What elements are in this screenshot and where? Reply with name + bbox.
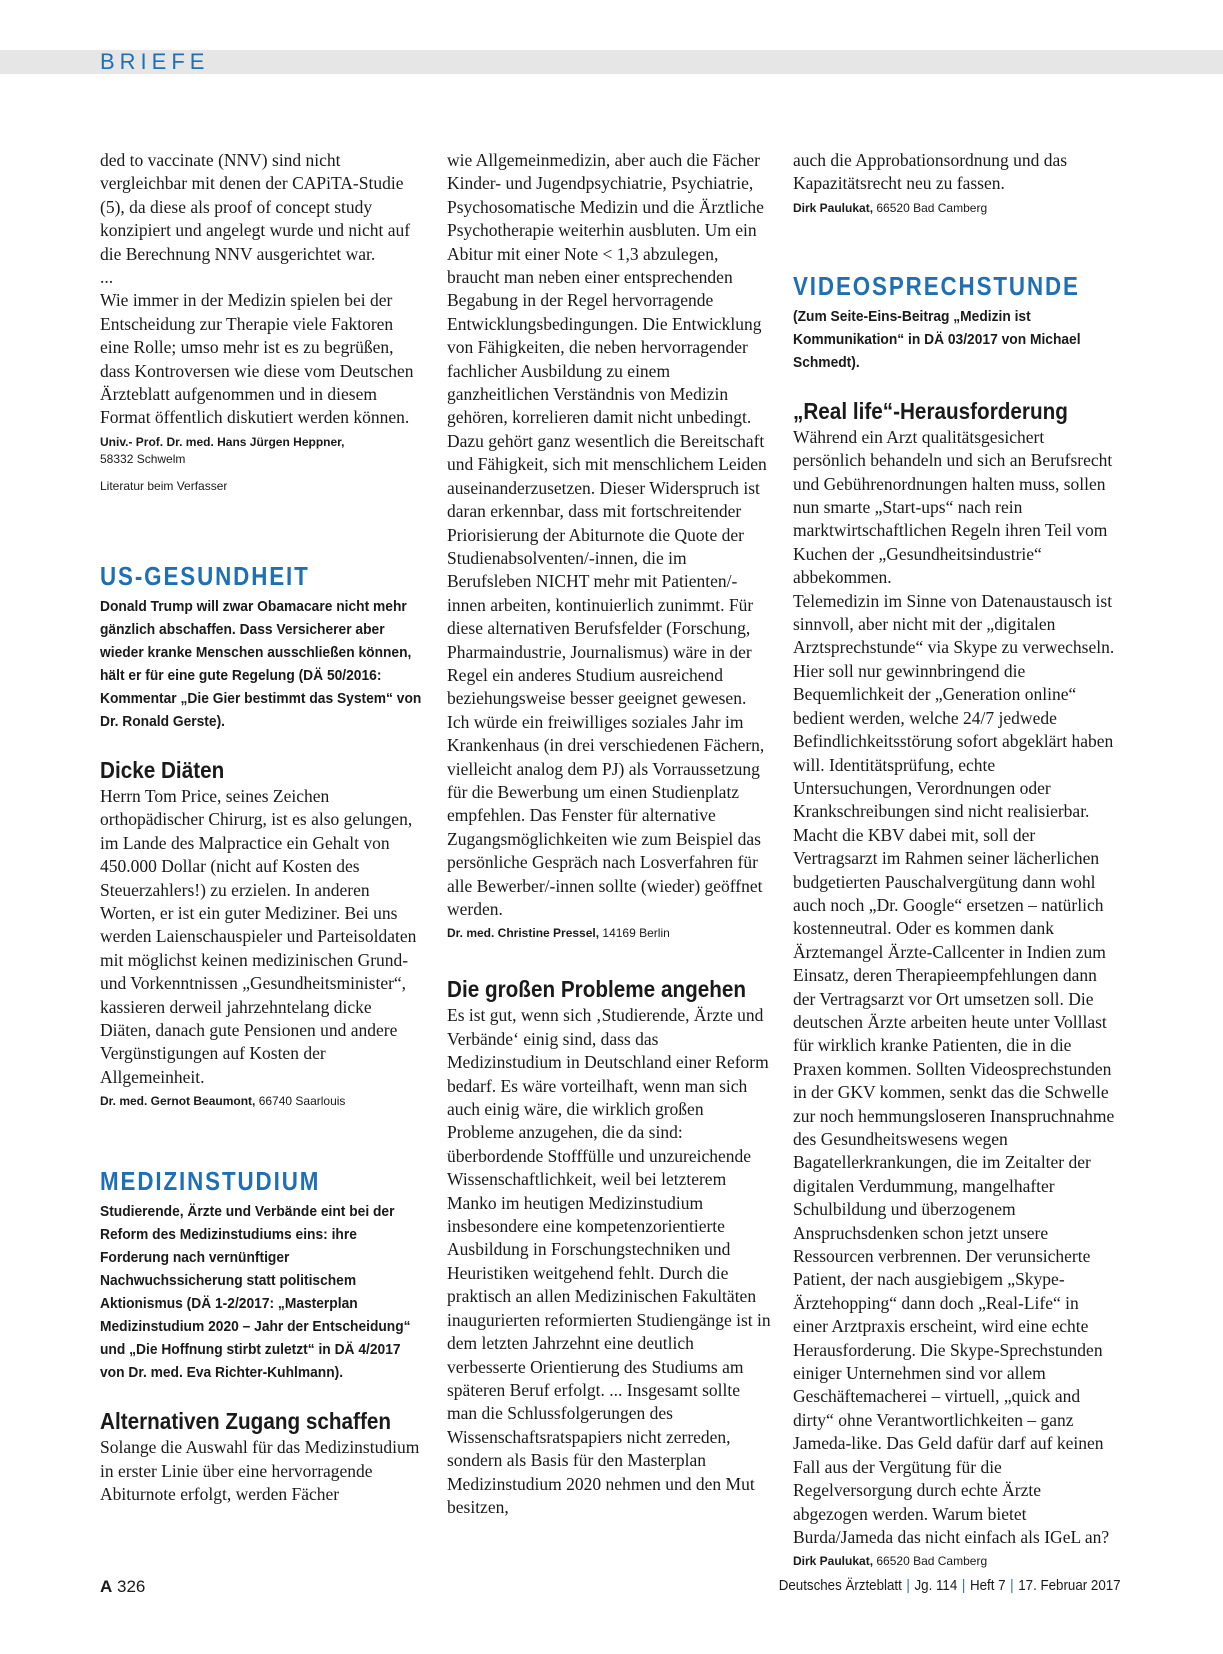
letter-paragraph: Während ein Arzt qualitätsgesichert persönlich behandeln und sich an Berufsrecht und Gebührenordnungen halten muss, sollen nun smarte „Start-ups“ nach rein marktwirtschaftlichen Regeln ihren Teil vom Kuchen der „Gesundheitsindustrie“ abbekommen. <box>793 426 1113 588</box>
column-1 <box>100 149 425 1506</box>
page-number-value: 326 <box>117 1577 146 1596</box>
letter-paragraph: Es ist gut, wenn sich ‚Studierende, Ärzte und Verbände‘ einig sind, dass das Medizinstudium in Deutschland einer Reform bedarf. Es wäre vorteilhaft, wenn man sich auch einig wäre, die wirklich großen Probleme anzugehen, die da sind: überbordende Stofffülle und unzureichende Wissenschaftlichkeit, weil bei letzterem Manko im heutigen Medizinstudium insbesondere eine kompetenzorientierte Ausbildung in Forschungstechniken und Heuristiken weitgehend fehlt. Durch die praktisch an allen Medizinischen Fakultäten inaugurierten reformierten Studiengänge ist in dem letzten Jahrzehnt eine deutlich verbesserte Orientierung des Studiums am späteren Beruf erfolgt. ... Insgesamt sollte man die Schlussfolgerungen des Wissenschaftsratspapiers nicht zerreden, sondern als Basis für den Masterplan Medizinstudium 2020 nehmen und den Mut besitzen, <box>447 1005 771 1517</box>
signature-name: Dr. med. Christine Pressel, <box>447 926 600 941</box>
rubric-heading: VIDEOSPRECHSTUNDE <box>793 270 1080 301</box>
literature-note: Literatur beim Verfasser <box>100 478 228 493</box>
ellipsis: ... <box>100 267 114 288</box>
signature-name: Dirk Paulukat, <box>793 1554 874 1569</box>
letter-headline: Alternativen Zugang schaffen <box>100 1408 391 1435</box>
letter-paragraph: Solange die Auswahl für das Medizinstudium in erster Linie über eine hervorragende Abiturnote erfolgt, werden Fächer <box>100 1437 420 1504</box>
page-prefix: A <box>100 1577 113 1596</box>
signature <box>100 434 425 468</box>
signature-place: 66740 Saarlouis <box>258 1094 346 1109</box>
column-3 <box>793 149 1118 1570</box>
letter-paragraph: Herrn Tom Price, seines Zeichen orthopädischer Chirurg, ist es also gelungen, im Lande des Malpractice ein Gehalt von 450.000 Dollar (nicht auf Kosten des Steuerzahlers!) zu erzielen. In anderen Worten, er ist ein guter Mediziner. Bei uns werden Laienschauspieler und Parteisoldaten mit möglichst keinen medizinischen Grund- und Vorkenntnissen „Gesundheitsminister“, kassieren derweil jahrzehntelang dicke Diäten, danach gute Pensionen und andere Vergünstigungen auf Kosten der Allgemeinheit. <box>100 785 417 1087</box>
letter-paragraph: ded to vaccinate (NNV) sind nicht vergleichbar mit denen der CAPiTA-Studie (5), da diese als proof of concept study konzipiert und angelegt wurde und nicht auf die Berechnung NNV ausgerichtet war. <box>100 150 411 264</box>
journal-name: Deutsches Ärzteblatt <box>779 1578 903 1594</box>
column-2 <box>447 149 772 1519</box>
rubric-lead: (Zum Seite-Eins-Beitrag „Medizin ist Kommunikation“ in DÄ 03/2017 von Michael Schmedt). <box>793 307 1081 371</box>
page-number <box>100 1577 145 1597</box>
signature-place: 66520 Bad Camberg <box>876 1554 988 1569</box>
signature-name: Dr. med. Gernot Beaumont, <box>100 1094 256 1109</box>
letter-paragraph: Macht die KBV dabei mit, soll der Vertragsarzt im Rahmen seiner lächerlichen budgetierten Pauschalvergütung dann wohl auch noch „Dr. Google“ ersetzen – natürlich kostenneutral. Oder es kommen dank Ärztemangel Ärzte-Callcenter in Indien zum Einsatz, deren Therapieempfehlungen dann der Vertragsarzt vor Ort umsetzen soll. Die deutschen Ärzte arbeiten heute unter Volllast für wirklich kranke Patienten, die in die Praxen kommen. Sollten Videosprechstunden in der GKV kommen, senkt das die Schwelle zur noch hemmungsloseren Inanspruchnahme des Gesundheitswesens wegen Bagatellerkrankungen, die im Zeitalter der digitalen Verdummung, mangelhafter Schulbildung und überzogenem Anspruchsdenken schon jetzt unsere Ressourcen verbrennen. Der verunsicherte Patient, der nach ausgiebigem „Skype-Ärztehopping“ dann doch „Real-Life“ in einer Arztpraxis erscheint, wird eine echte Herausforderung. Die Skype-Sprechstunden einiger Unternehmen sind vor allem Geschäftemacherei – virtuell, „quick and dirty“ ohne Verantwortlichkeiten – ganz Jameda-like. Das Geld dafür darf auf keinen Fall aus der Vergütung für die Regelversorgung durch echte Ärzte abgezogen werden. Warum bietet Burda/Jameda das nicht einfach als IGeL an? <box>793 824 1115 1547</box>
letter-paragraph: Wie immer in der Medizin spielen bei der Entscheidung zur Therapie viele Faktoren eine Rolle; umso mehr ist es zu begrüßen, dass Kontroversen wie diese vom Deutschen Ärzteblatt aufgenommen und in diesem Format öffentlich diskutiert werden können. <box>100 290 414 428</box>
journal-issue: Heft 7 <box>970 1578 1006 1594</box>
journal-info: Deutsches Ärzteblatt | Jg. 114 | Heft 7 | 17. Februar 2017 <box>779 1578 1121 1594</box>
letter-paragraph: Telemedizin im Sinne von Datenaustausch ist sinnvoll, aber nicht mit der „digitalen Arztsprechstunde“ via Skype zu verwechseln. Hier soll nur gewinnbringend die Bequemlichkeit der „Generation online“ bedient werden, welche 24/7 jedwede Befindlichkeitsstörung sofort abgeklärt haben will. Identitätsprüfung, echte Untersuchungen, Verordnungen oder Krankschreibungen sind nicht realisierbar. <box>793 590 1115 822</box>
rubric-heading: US-GESUNDHEIT <box>100 560 310 591</box>
letter-headline: Dicke Diäten <box>100 756 225 783</box>
signature <box>793 1553 1118 1570</box>
journal-date: 17. Februar 2017 <box>1018 1578 1121 1594</box>
journal-volume: Jg. 114 <box>914 1578 958 1594</box>
rubric-lead: Donald Trump will zwar Obamacare nicht mehr gänzlich abschaffen. Dass Versicherer aber wieder kranke Menschen ausschließen können, hält er für eine gute Regelung (DÄ 50/2016: Kommentar „Die Gier bestimmt das System“ von Dr. Ronald Gerste). <box>100 597 422 730</box>
signature-place: 14169 Berlin <box>602 926 670 941</box>
rubric-heading: MEDIZINSTUDIUM <box>100 1166 321 1197</box>
letter-headline: „Real life“-Herausforderung <box>793 397 1068 424</box>
signature <box>447 925 772 942</box>
section-label: BRIEFE <box>100 49 210 74</box>
signature-place: 58332 Schwelm <box>100 451 186 466</box>
letter-paragraph: auch die Approbationsordnung und das Kapazitätsrecht neu zu fassen. <box>793 150 1068 194</box>
signature-place: 66520 Bad Camberg <box>876 200 988 215</box>
signature <box>793 200 1118 217</box>
signature <box>100 1093 425 1110</box>
letter-headline: Die großen Probleme angehen <box>447 976 747 1003</box>
signature-name: Dirk Paulukat, <box>793 200 874 215</box>
letter-paragraph: wie Allgemeinmedizin, aber auch die Fächer Kinder- und Jugendpsychiatrie, Psychiatrie, Psychosomatische Medizin und die Ärztliche Psychotherapie weiterhin ausbluten. Um ein Abitur mit einer Note < 1,3 abzulegen, braucht man neben einer entsprechenden Begabung in der Regel hervorragende Entwicklungsbedingungen. Die Entwicklung von Fähigkeiten, die neben hervorragender fachlicher Ausbildung zu einem ganzheitlichen Verständnis von Medizin gehören, korrelieren damit nicht unbedingt. Dazu gehört ganz wesentlich die Bereitschaft und Fähigkeit, sich mit menschlichem Leiden auseinanderzusetzen. Dieser Widerspruch ist daran erkennbar, dass mit fortschreitender Priorisierung der Abiturnote die Quote der Studienabsolventen/-innen, die im Berufsleben NICHT mehr mit Patienten/-innen arbeiten, kontinuierlich zunimmt. Für diese alternativen Berufsfelder (Forschung, Pharmaindustrie, Journalismus) wäre in der Regel ein anderes Studium ausreichend beziehungsweise besser geeignet gewesen. Ich würde ein freiwilliges soziales Jahr im Krankenhaus (in drei verschiedenen Fächern, vielleicht analog dem PJ) als Vorraussetzung für die Bewerbung um einen Studienplatz empfehlen. Das Fenster für alternative Zugangsmöglichkeiten wie zum Beispiel das persönliche Gespräch nach Losverfahren für alle Bewerber/-innen sollte (wieder) geöffnet werden. <box>447 150 767 919</box>
rubric-lead: Studierende, Ärzte und Verbände eint bei der Reform des Medizinstudiums eins: ihre Forderung nach vernünftiger Nachwuchssicherung statt politischem Aktionismus (DÄ 1-2/2017: „Masterplan Medizinstudium 2020 – Jahr der Entscheidung“ und „Die Hoffnung stirbt zuletzt“ in DÄ 4/2017 von Dr. med. Eva Richter-Kuhlmann). <box>100 1203 411 1382</box>
signature-name: Univ.- Prof. Dr. med. Hans Jürgen Heppner, <box>100 434 345 449</box>
